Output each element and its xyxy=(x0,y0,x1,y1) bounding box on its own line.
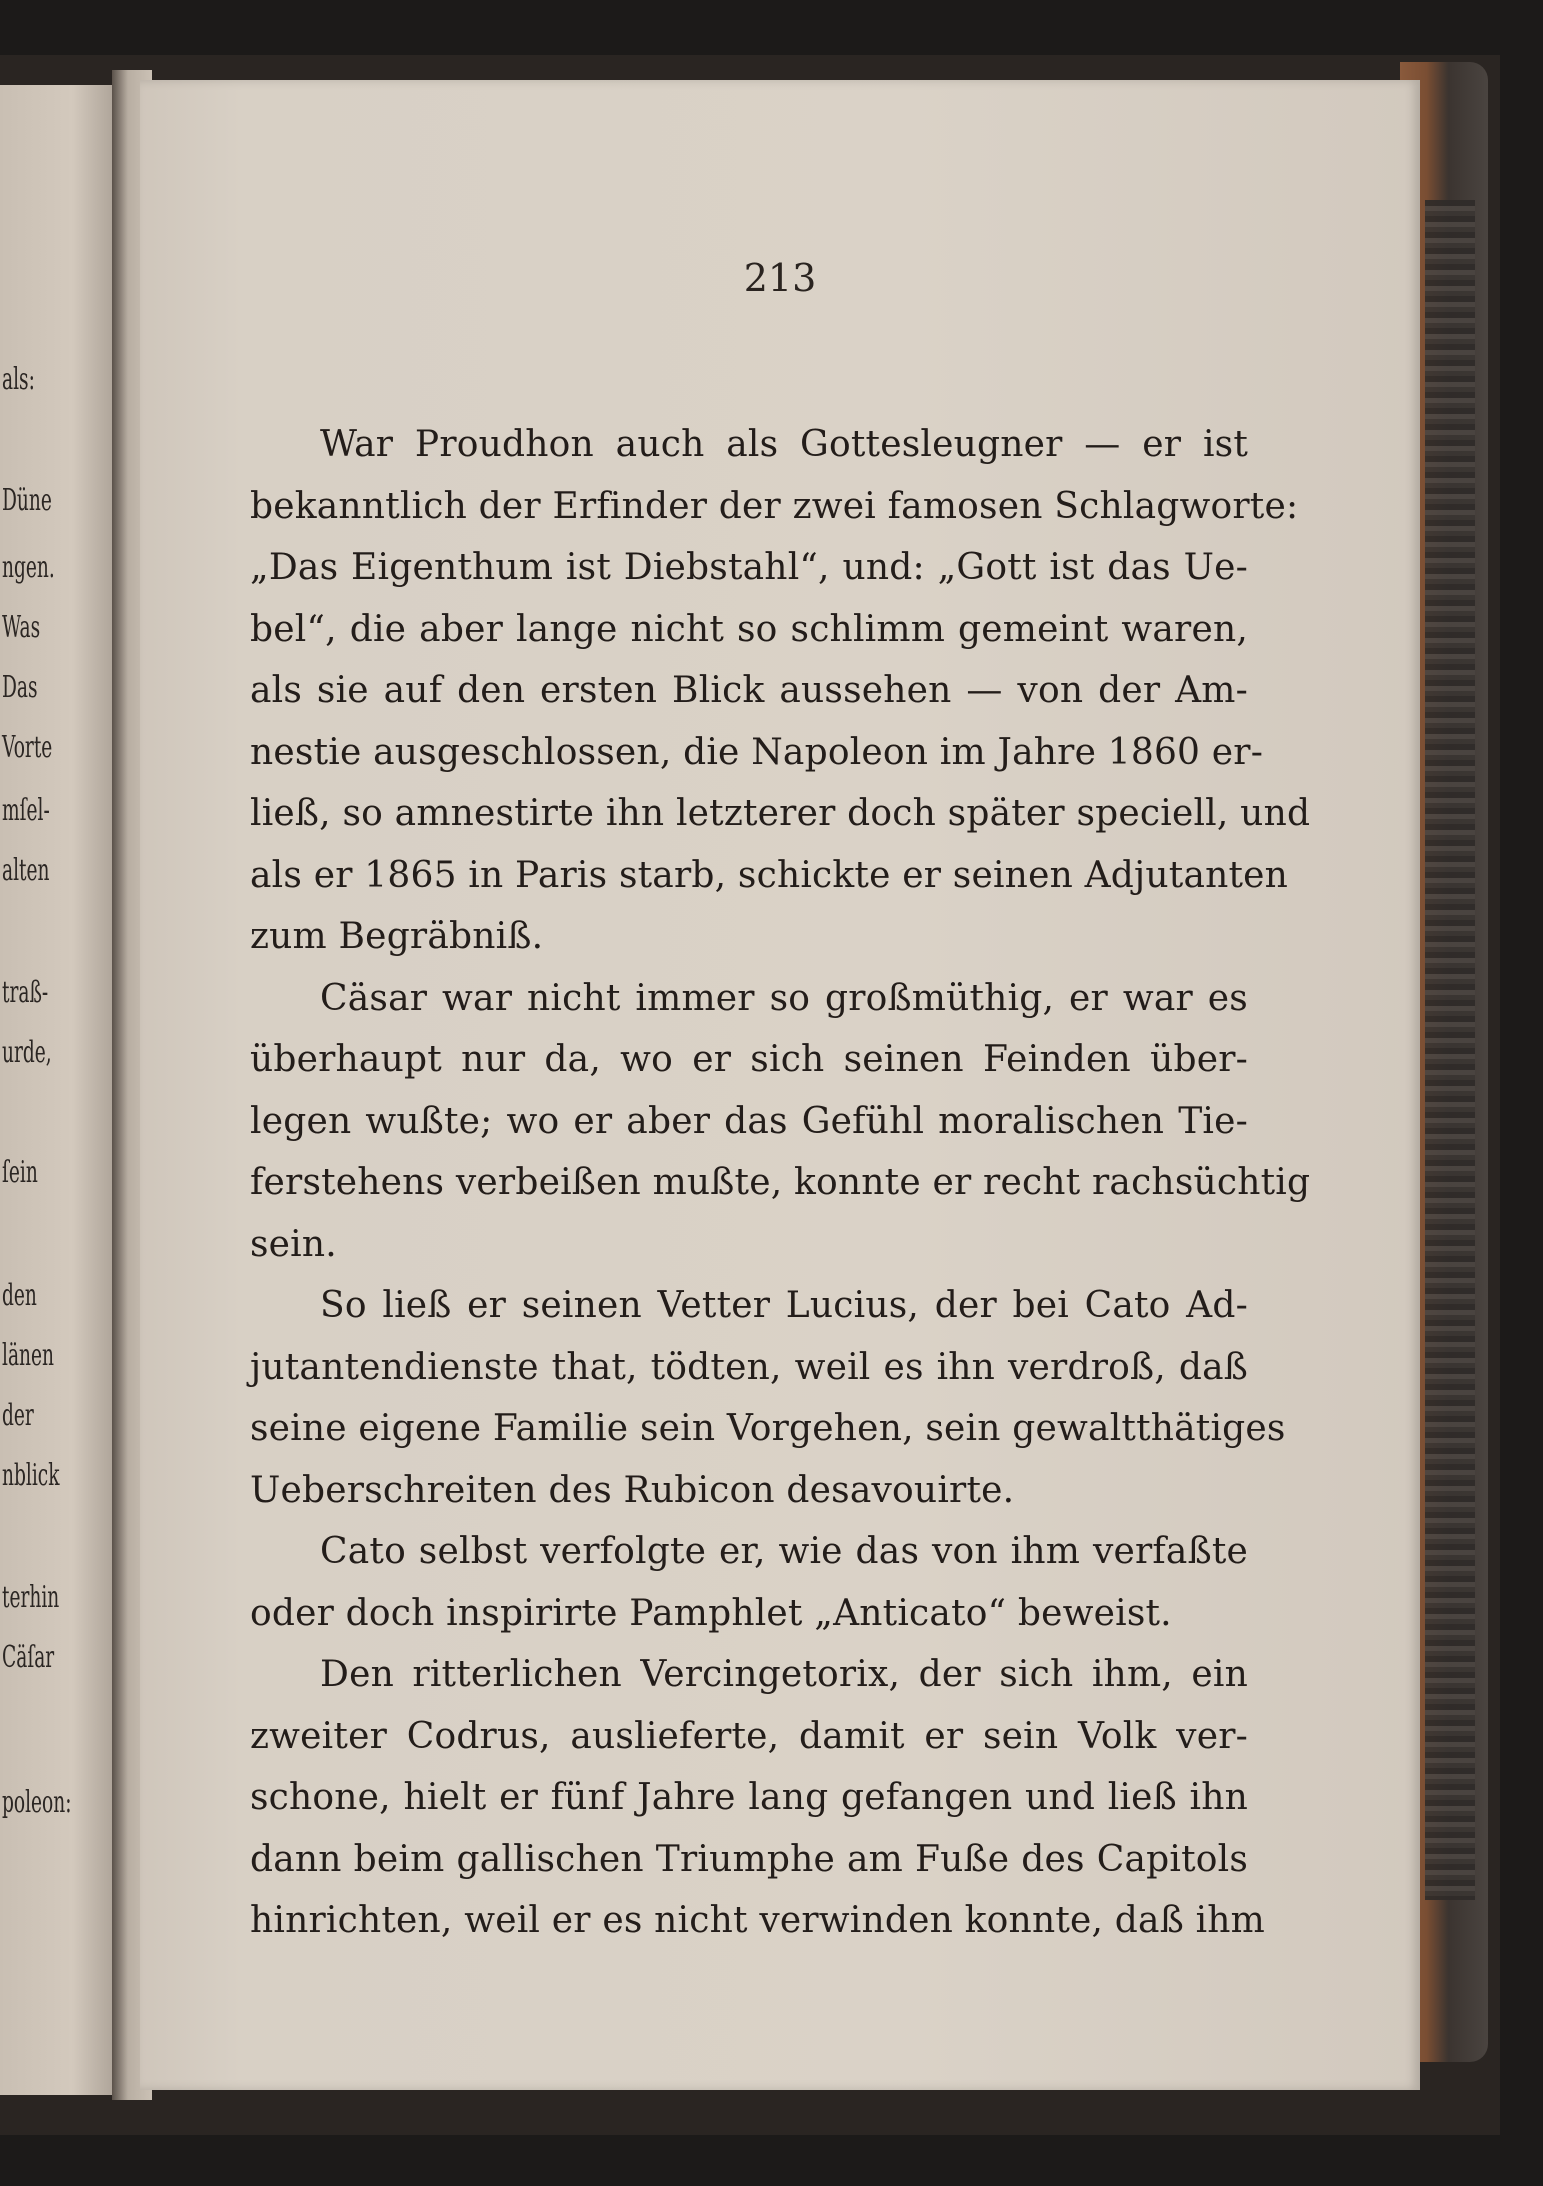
text-line: sein. xyxy=(250,1223,337,1265)
left-fragment: Vorte xyxy=(2,730,53,765)
text-line: überhaupt nur da, wo er sich seinen Feinden über- xyxy=(250,1039,1248,1080)
page-text-block xyxy=(250,414,1311,1952)
page-number: 213 xyxy=(743,256,817,300)
text-line: dann beim gallischen Triumphe am Fuße des Capitols xyxy=(250,1838,1248,1880)
text-line: ferstehens verbeißen mußte, konnte er recht rachsüchtig xyxy=(250,1162,1311,1203)
text-line: als er 1865 in Paris starb, schickte er seinen Adjutanten xyxy=(250,854,1289,896)
text-line: ließ, so amnestirte ihn letzterer doch später speciell, und xyxy=(250,793,1311,834)
text-line: legen wußte; wo er aber das Gefühl moralischen Tie- xyxy=(250,1100,1248,1142)
left-fragment: mſel- xyxy=(2,793,50,828)
text-line: bekanntlich der Erfinder der zwei famosen Schlagworte: xyxy=(250,485,1299,527)
text-line: Ueberschreiten des Rubicon desavouirte. xyxy=(250,1469,1015,1511)
left-fragment: Das xyxy=(2,670,38,705)
left-fragment: urde, xyxy=(2,1035,52,1070)
left-fragment: Düne xyxy=(2,483,52,518)
left-page-fragments xyxy=(0,0,120,2186)
text-line: Cato selbst verfolgte er, wie das von ihm verfaßte xyxy=(320,1531,1248,1572)
left-fragment: als: xyxy=(2,362,35,397)
text-line: zweiter Codrus, auslieferte, damit er sein Volk ver- xyxy=(250,1715,1248,1757)
left-fragment: ngen. xyxy=(2,550,55,585)
text-line: Den ritterlichen Vercingetorix, der sich ihm, ein xyxy=(320,1654,1248,1695)
text-line: War Proudhon auch als Gottesleugner — er ist xyxy=(320,424,1248,465)
text-line: schone, hielt er fünf Jahre lang gefangen und ließ ihn xyxy=(250,1777,1248,1818)
left-fragment: terhin xyxy=(2,1580,60,1615)
text-line: hinrichten, weil er es nicht verwinden konnte, daß ihm xyxy=(250,1900,1266,1941)
right-page xyxy=(140,80,1420,2090)
text-line: seine eigene Familie sein Vorgehen, sein gewaltthätiges xyxy=(250,1408,1286,1449)
left-fragment: nblick xyxy=(2,1458,60,1493)
text-line: oder doch inspirirte Pamphlet „Anticato“ beweist. xyxy=(250,1592,1172,1634)
left-fragment: länen xyxy=(2,1338,55,1373)
text-line: „Das Eigenthum ist Diebstahl“, und: „Gott ist das Ue- xyxy=(250,547,1248,588)
text-line: zum Begräbniß. xyxy=(250,916,544,957)
left-fragment: ſein xyxy=(2,1155,38,1190)
text-line: nestie ausgeschlossen, die Napoleon im Jahre 1860 er- xyxy=(250,731,1264,773)
left-fragment: Cäſar xyxy=(2,1640,55,1675)
text-line: bel“, die aber lange nicht so schlimm gemeint waren, xyxy=(250,608,1248,650)
left-fragment: poleon: xyxy=(2,1785,72,1820)
text-line: So ließ er seinen Vetter Lucius, der bei Cato Ad- xyxy=(320,1285,1248,1326)
book-cover-texture xyxy=(1425,200,1475,1900)
left-fragment: Was xyxy=(2,610,41,645)
left-fragment: den xyxy=(2,1278,37,1313)
left-fragment: der xyxy=(2,1398,34,1433)
left-fragment: alten xyxy=(2,853,50,888)
text-line: Cäsar war nicht immer so großmüthig, er war es xyxy=(320,977,1248,1019)
text-line: als sie auf den ersten Blick aussehen — von der Am- xyxy=(250,670,1248,711)
left-fragment: traß- xyxy=(2,975,49,1010)
text-line: jutantendienste that, tödten, weil es ihn verdroß, daß xyxy=(250,1346,1248,1388)
